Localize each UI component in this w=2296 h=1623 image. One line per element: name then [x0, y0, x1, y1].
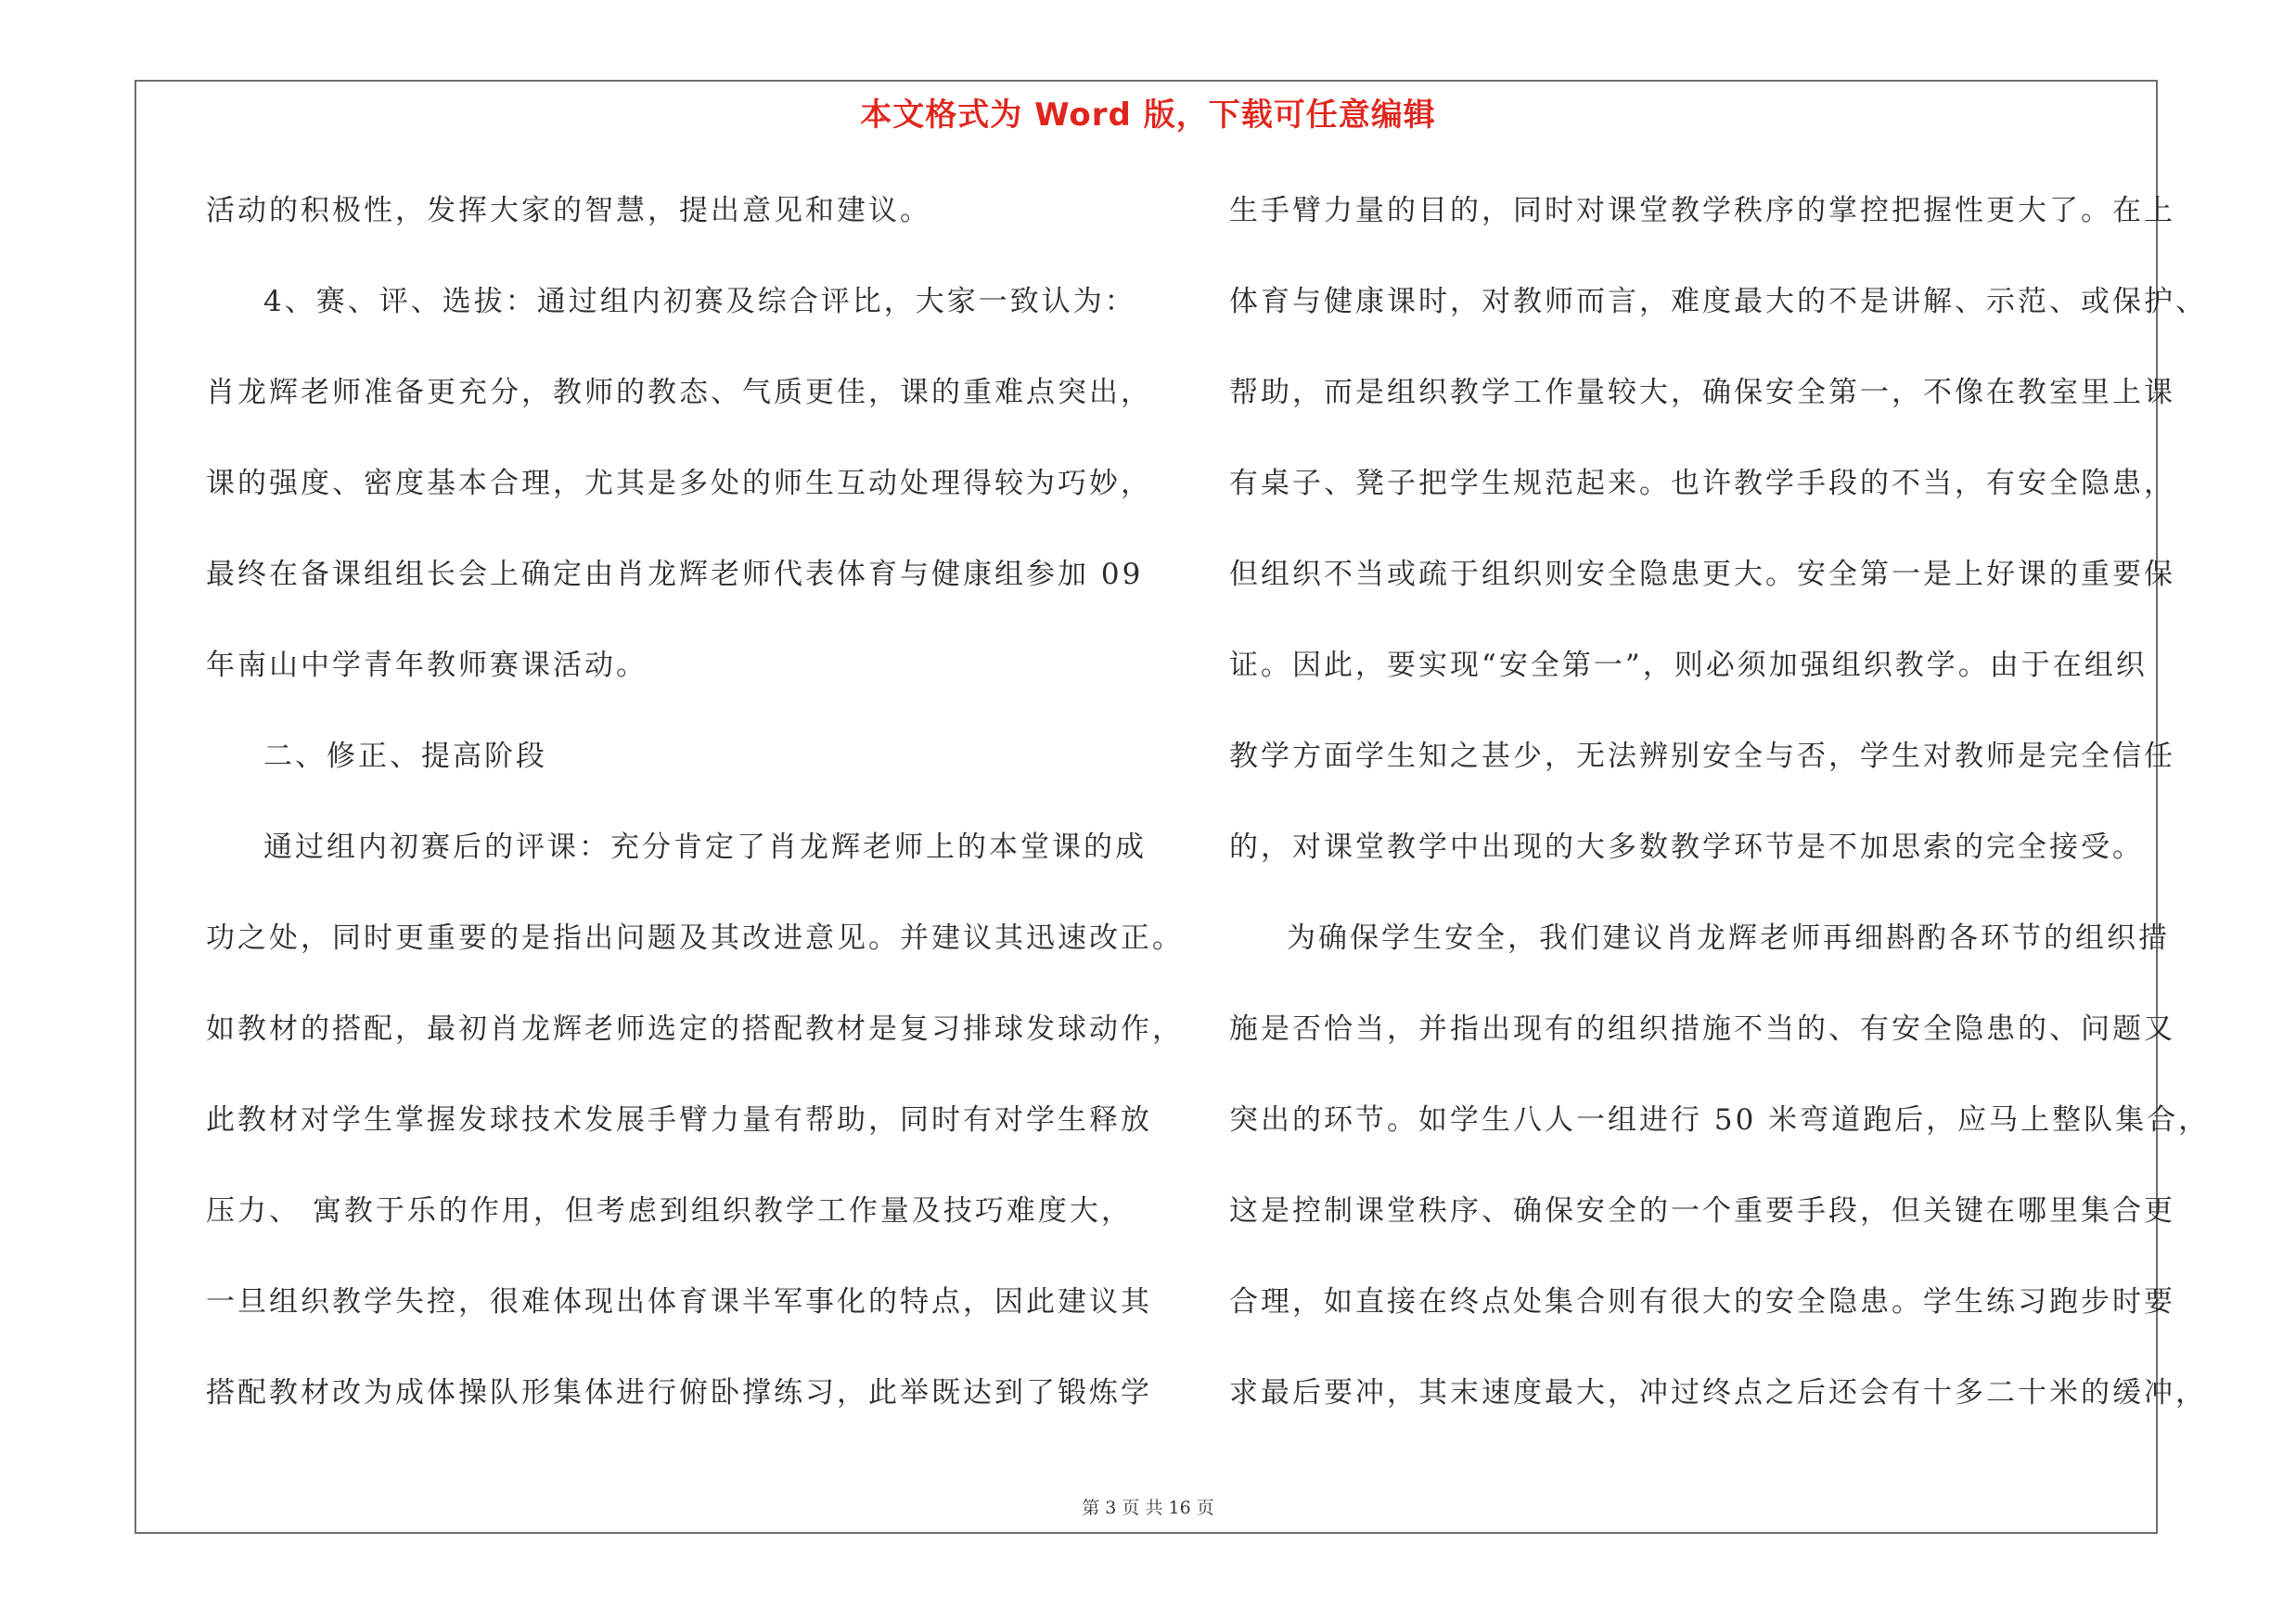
format-banner: 本文格式为 Word 版，下载可任意编辑 — [860, 97, 1436, 134]
text-line: 此教材对学生掌握发球技术发展手臂力量有帮助，同时有对学生释放 — [206, 1103, 1152, 1137]
text-line: 帮助，而是组织教学工作量较大，确保安全第一，不像在教室里上课 — [1229, 376, 2175, 409]
text-line: 突出的环节。如学生八人一组进行 50 米弯道跑后，应马上整队集合， — [1229, 1103, 2211, 1137]
text-line: 压力、 寓教于乐的作用，但考虑到组织教学工作量及技巧难度大， — [206, 1194, 1133, 1228]
text-line: 生手臂力量的目的，同时对课堂教学秩序的掌控把握性更大了。在上 — [1229, 194, 2175, 227]
text-line: 求最后要冲，其末速度最大，冲过终点之后还会有十多二十米的缓冲， — [1229, 1376, 2207, 1410]
text-line: 活动的积极性，发挥大家的智慧，提出意见和建议。 — [206, 194, 931, 227]
text-line: 施是否恰当，并指出现有的组织措施不当的、有安全隐患的、问题又 — [1229, 1012, 2175, 1046]
text-line: 最终在备课组组长会上确定由肖龙辉老师代表体育与健康组参加 09 — [206, 558, 1144, 591]
text-line: 搭配教材改为成体操队形集体进行俯卧撑练习，此举既达到了锻炼学 — [206, 1376, 1152, 1410]
page-number-footer: 第 3 页 共 16 页 — [1082, 1498, 1214, 1518]
text-line: 如教材的搭配，最初肖龙辉老师选定的搭配教材是复习排球发球动作， — [206, 1012, 1184, 1046]
right-text-column — [1229, 182, 2211, 1455]
text-line: 的，对课堂教学中出现的大多数教学环节是不加思索的完全接受。 — [1229, 831, 2144, 864]
text-line: 年南山中学青年教师赛课活动。 — [206, 649, 648, 682]
text-line: 合理，如直接在终点处集合则有很大的安全隐患。学生练习跑步时要 — [1229, 1285, 2175, 1319]
text-line: 4、赛、评、选拔：通过组内初赛及综合评比，大家一致认为： — [263, 285, 1136, 318]
text-line: 这是控制课堂秩序、确保安全的一个重要手段，但关键在哪里集合更 — [1229, 1194, 2175, 1228]
text-line: 但组织不当或疏于组织则安全隐患更大。安全第一是上好课的重要保 — [1229, 558, 2175, 591]
text-line: 肖龙辉老师准备更充分，教师的教态、气质更佳，课的重难点突出， — [206, 376, 1152, 409]
text-line: 教学方面学生知之甚少，无法辨别安全与否，学生对教师是完全信任 — [1229, 740, 2175, 773]
text-line: 通过组内初赛后的评课：充分肯定了肖龙辉老师上的本堂课的成 — [263, 831, 1147, 864]
text-line: 二、修正、提高阶段 — [263, 740, 547, 773]
text-line: 一旦组织教学失控，很难体现出体育课半军事化的特点，因此建议其 — [206, 1285, 1152, 1319]
text-line: 为确保学生安全，我们建议肖龙辉老师再细斟酌各环节的组织措 — [1287, 921, 2170, 955]
text-line: 有桌子、凳子把学生规范起来。也许教学手段的不当，有安全隐患， — [1229, 467, 2175, 500]
text-line: 证。因此，要实现“安全第一”，则必须加强组织教学。由于在组织 — [1229, 649, 2148, 682]
text-line: 体育与健康课时，对教师而言，难度最大的不是讲解、示范、或保护、 — [1229, 285, 2207, 318]
text-line: 功之处，同时更重要的是指出问题及其改进意见。并建议其迅速改正。 — [206, 921, 1184, 955]
text-line: 课的强度、密度基本合理，尤其是多处的师生互动处理得较为巧妙， — [206, 467, 1152, 500]
left-text-column — [206, 182, 1184, 1455]
